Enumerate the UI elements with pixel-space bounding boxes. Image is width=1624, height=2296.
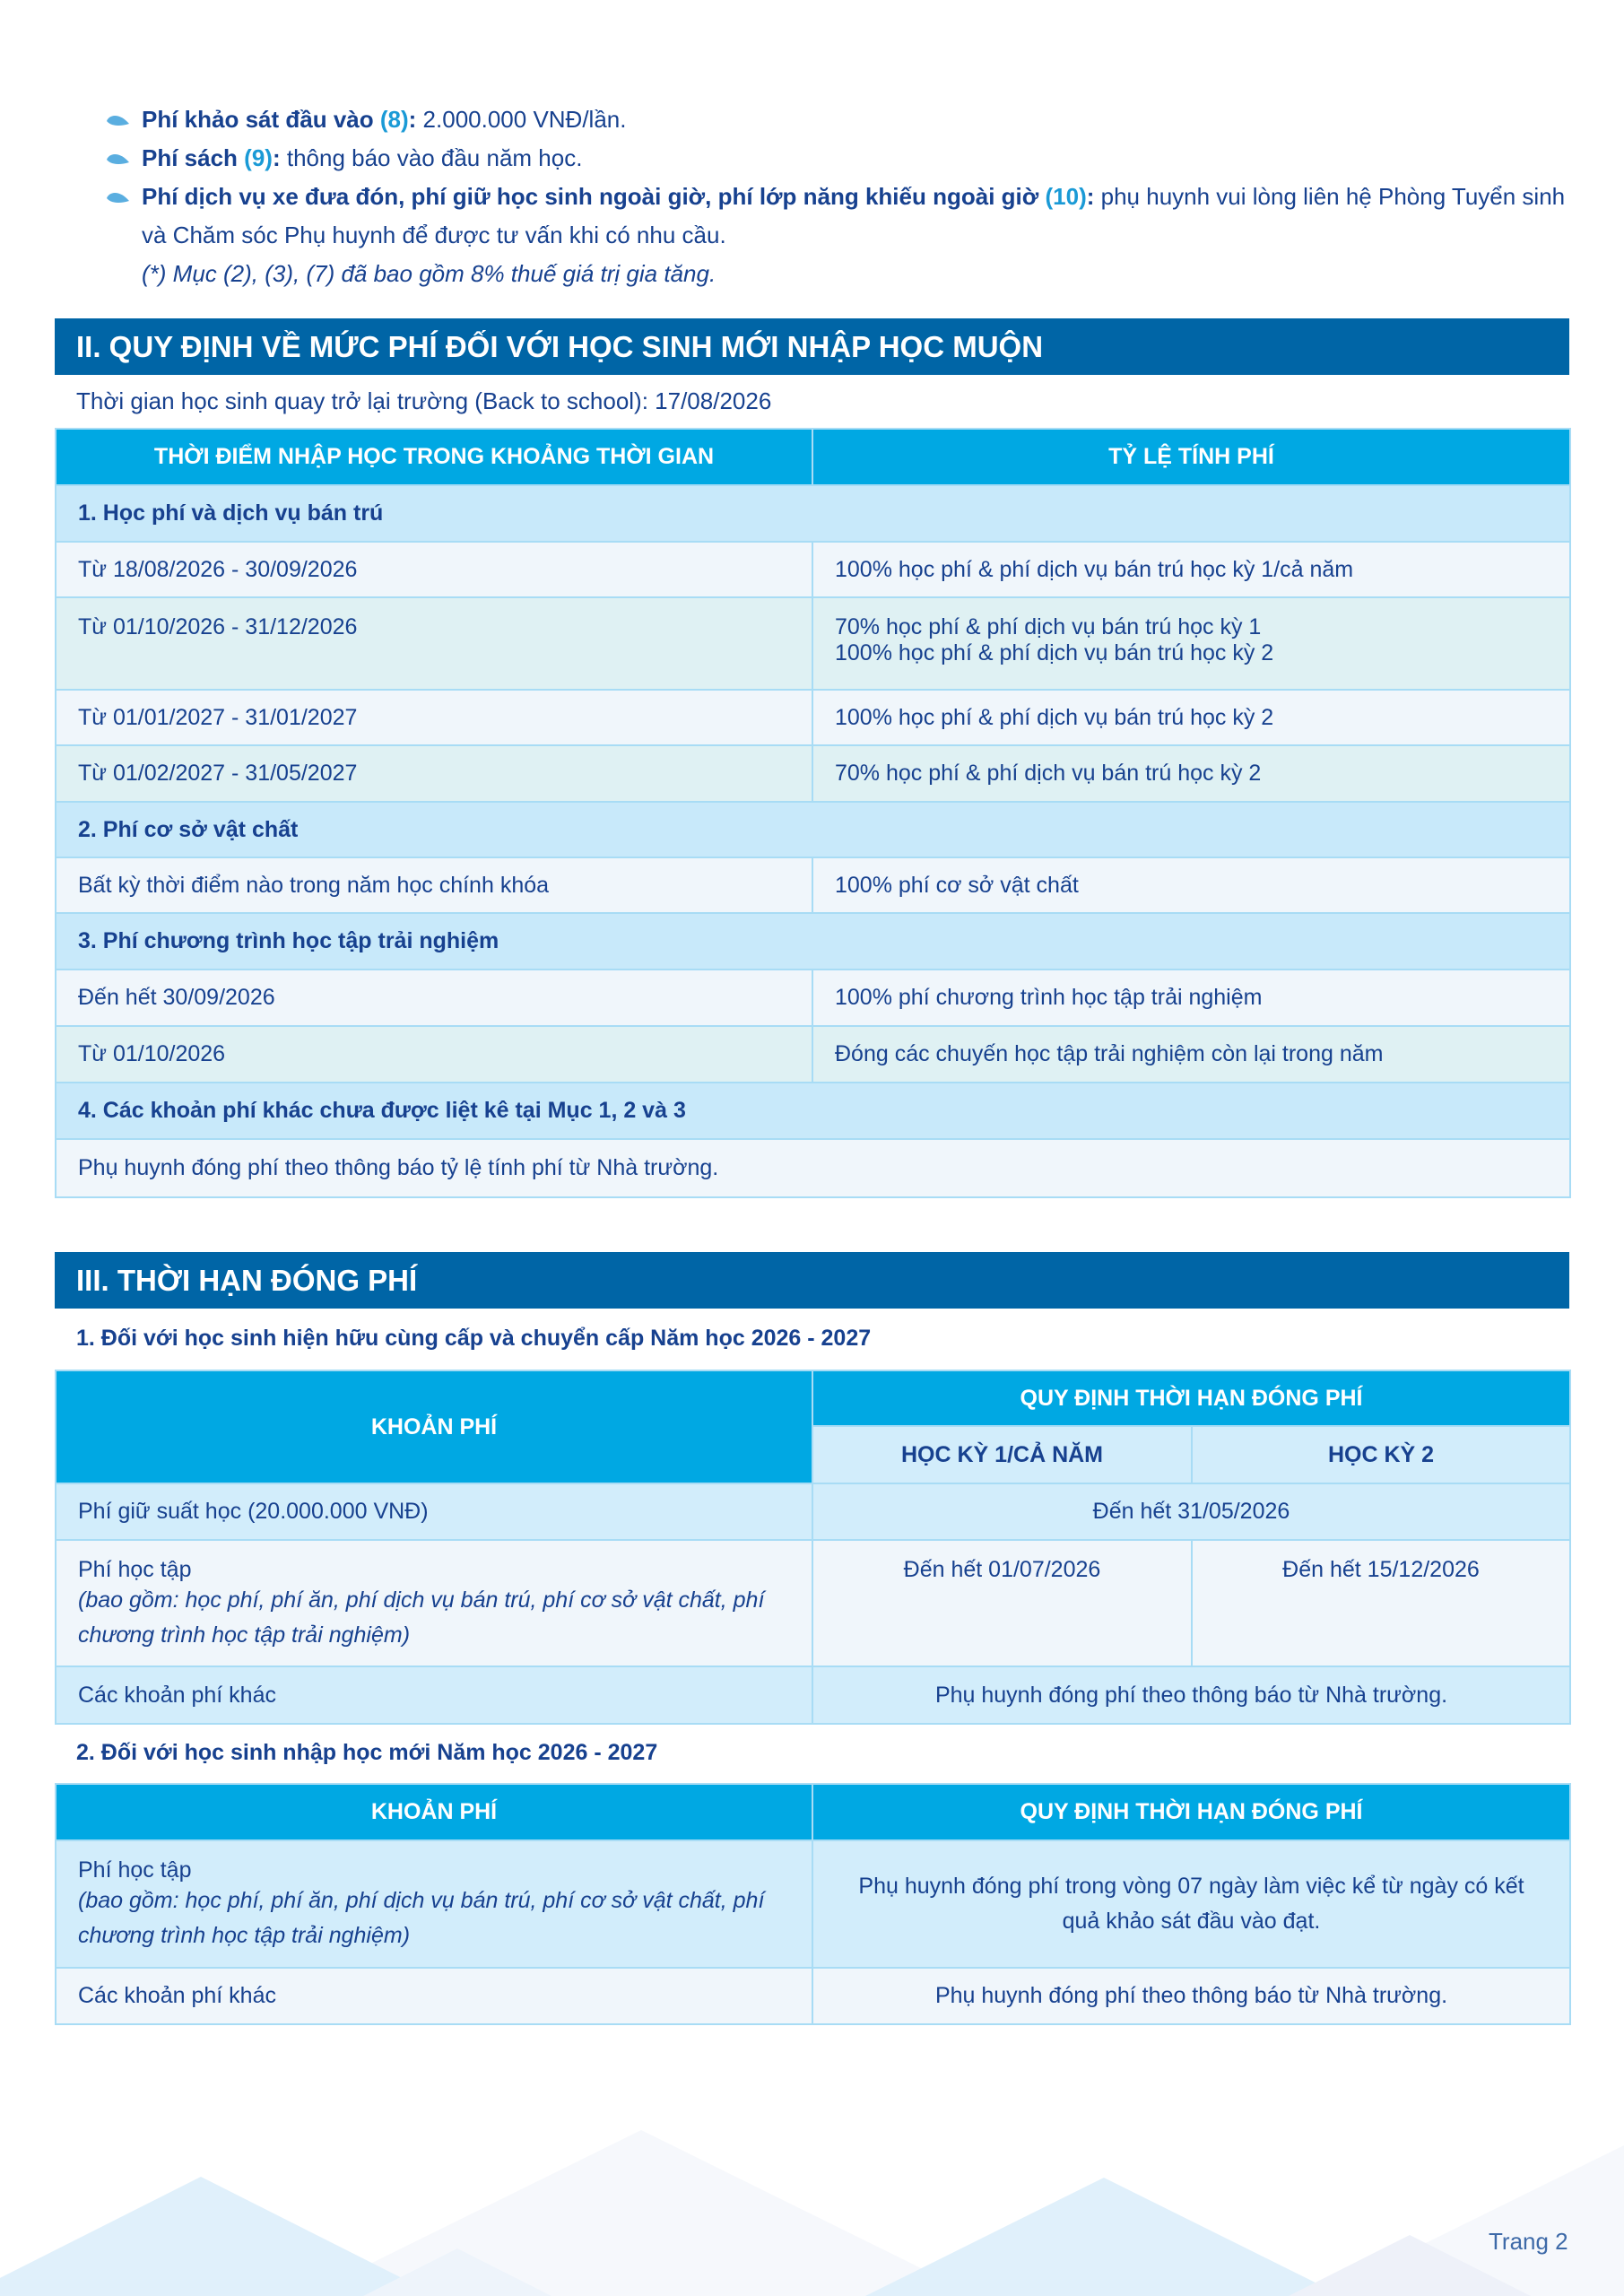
fee-detail: (bao gồm: học phí, phí ăn, phí dịch vụ bán trú, phí cơ sở vật chất, phí chương trình học tập trải nghiệm) xyxy=(78,1587,765,1648)
period-cell: Từ 18/08/2026 - 30/09/2026 xyxy=(56,542,812,597)
existing-students-subtitle: 1. Đối với học sinh hiện hữu cùng cấp và chuyển cấp Năm học 2026 - 2027 xyxy=(76,1326,872,1351)
existing-students-deadline-table xyxy=(55,1370,1571,1725)
section-3-title: III. THỜI HẠN ĐÓNG PHÍ xyxy=(55,1252,1569,1309)
deadline-cell: Đến hết 31/05/2026 xyxy=(812,1483,1570,1540)
leaf-bullet-icon xyxy=(106,190,130,204)
period-cell: Bất kỳ thời điểm nào trong năm học chính khóa xyxy=(56,857,812,913)
rate-cell: 100% học phí & phí dịch vụ bán trú học kỳ 1/cả năm xyxy=(812,542,1570,597)
new-students-deadline-table xyxy=(55,1783,1571,2025)
fee-cell: Các khoản phí khác xyxy=(56,1666,812,1724)
table-row xyxy=(56,1026,1570,1083)
leaf-bullet-icon xyxy=(106,152,130,165)
column-header-deadline: QUY ĐỊNH THỜI HẠN ĐÓNG PHÍ xyxy=(812,1370,1570,1426)
period-cell: Từ 01/10/2026 xyxy=(56,1026,812,1083)
vat-note: (*) Mục (2), (3), (7) đã bao gồm 8% thuế giá trị gia tăng. xyxy=(142,260,716,287)
table-row xyxy=(56,1483,1570,1540)
deadline-cell: Phụ huynh đóng phí theo thông báo từ Nhà trường. xyxy=(812,1968,1570,2024)
fee-name: Phí học tập xyxy=(78,1557,192,1582)
fee-ref: (9) xyxy=(244,144,273,171)
list-item: Phí dịch vụ xe đưa đón, phí giữ học sinh ngoài giờ, phí lớp năng khiếu ngoài giờ (10): phụ huynh vui lòng liên hệ Phòng Tuyển sinh và Chăm sóc Phụ huynh để được tư vấn khi có nhu cầu. xyxy=(106,178,1576,255)
fee-name: Phí học tập xyxy=(78,1857,192,1883)
category-title: 2. Phí cơ sở vật chất xyxy=(56,802,1570,857)
table-header-row xyxy=(56,1370,1570,1426)
fee-text: phụ huynh vui lòng liên hệ Phòng Tuyển sinh và Chăm sóc Phụ huynh để được tư vấn khi có nhu cầu. xyxy=(142,183,1566,248)
category-row xyxy=(56,485,1570,542)
new-students-subtitle: 2. Đối với học sinh nhập học mới Năm học 2026 - 2027 xyxy=(76,1740,658,1765)
rate-line: 70% học phí & phí dịch vụ bán trú học kỳ 1 xyxy=(835,614,1262,639)
table-row xyxy=(56,1139,1570,1197)
table-header-row xyxy=(56,1784,1570,1840)
rate-line: 100% học phí & phí dịch vụ bán trú học kỳ 2 xyxy=(835,640,1274,665)
table-row xyxy=(56,597,1570,690)
fee-label: Phí dịch vụ xe đưa đón, phí giữ học sinh ngoài giờ, phí lớp năng khiếu ngoài giờ xyxy=(142,183,1039,210)
table-header-row xyxy=(56,429,1570,485)
table-row xyxy=(56,1968,1570,2024)
fee-label: Phí khảo sát đầu vào xyxy=(142,106,374,133)
list-item: Phí khảo sát đầu vào (8): 2.000.000 VNĐ/lần. xyxy=(106,100,1576,139)
table-row xyxy=(56,1540,1570,1666)
fee-cell: Các khoản phí khác xyxy=(56,1968,812,2024)
list-item: Phí sách (9): thông báo vào đầu năm học. xyxy=(106,139,1576,178)
rate-cell: 70% học phí & phí dịch vụ bán trú học kỳ 2 xyxy=(812,745,1570,802)
column-header-period: THỜI ĐIỂM NHẬP HỌC TRONG KHOẢNG THỜI GIAN xyxy=(56,429,812,485)
table-row xyxy=(56,745,1570,802)
rate-cell: 100% phí chương trình học tập trải nghiệm xyxy=(812,970,1570,1026)
rate-cell xyxy=(812,597,1570,690)
table-row xyxy=(56,970,1570,1026)
period-cell: Đến hết 30/09/2026 xyxy=(56,970,812,1026)
table-row xyxy=(56,857,1570,913)
column-header-fee: KHOẢN PHÍ xyxy=(56,1784,812,1840)
period-cell: Từ 01/02/2027 - 31/05/2027 xyxy=(56,745,812,802)
back-to-school-date: Thời gian học sinh quay trở lại trường (Back to school): 17/08/2026 xyxy=(76,387,772,414)
category-title: 1. Học phí và dịch vụ bán trú xyxy=(56,485,1570,542)
table-row xyxy=(56,690,1570,745)
category-row xyxy=(56,913,1570,970)
rate-cell: 100% học phí & phí dịch vụ bán trú học kỳ 2 xyxy=(812,690,1570,745)
column-header-term2: HỌC KỲ 2 xyxy=(1192,1426,1570,1483)
page-number: Trang 2 xyxy=(1489,2228,1568,2255)
fee-ref: (8) xyxy=(379,106,409,133)
fee-cell xyxy=(56,1540,812,1666)
deadline-cell: Phụ huynh đóng phí trong vòng 07 ngày làm việc kể từ ngày có kết quả khảo sát đầu vào đạt. xyxy=(812,1840,1570,1968)
category-row xyxy=(56,802,1570,857)
fee-text: thông báo vào đầu năm học. xyxy=(280,144,583,171)
table-row xyxy=(56,1666,1570,1724)
period-cell: Từ 01/10/2026 - 31/12/2026 xyxy=(56,597,812,690)
column-header-term1: HỌC KỲ 1/CẢ NĂM xyxy=(812,1426,1192,1483)
term1-deadline-cell: Đến hết 01/07/2026 xyxy=(812,1540,1192,1666)
fee-cell: Phí giữ suất học (20.000.000 VNĐ) xyxy=(56,1483,812,1540)
deadline-cell: Phụ huynh đóng phí theo thông báo từ Nhà trường. xyxy=(812,1666,1570,1724)
late-enrollment-fee-table xyxy=(55,428,1571,1198)
category-title: 3. Phí chương trình học tập trải nghiệm xyxy=(56,913,1570,970)
fee-text: 2.000.000 VNĐ/lần. xyxy=(416,106,627,133)
section-2-title: II. QUY ĐỊNH VỀ MỨC PHÍ ĐỐI VỚI HỌC SINH MỚI NHẬP HỌC MUỘN xyxy=(55,318,1569,375)
fee-notes-list xyxy=(106,100,1576,293)
column-header-fee: KHOẢN PHÍ xyxy=(56,1370,812,1483)
rate-cell: Đóng các chuyến học tập trải nghiệm còn lại trong năm xyxy=(812,1026,1570,1083)
fee-cell xyxy=(56,1840,812,1968)
period-cell: Từ 01/01/2027 - 31/01/2027 xyxy=(56,690,812,745)
rate-cell: 100% phí cơ sở vật chất xyxy=(812,857,1570,913)
category-row xyxy=(56,1083,1570,1139)
fee-label: Phí sách xyxy=(142,144,238,171)
leaf-bullet-icon xyxy=(106,113,130,126)
table-row xyxy=(56,542,1570,597)
fee-detail: (bao gồm: học phí, phí ăn, phí dịch vụ bán trú, phí cơ sở vật chất, phí chương trình học tập trải nghiệm) xyxy=(78,1888,765,1948)
fee-ref: (10) xyxy=(1045,183,1087,210)
note-cell: Phụ huynh đóng phí theo thông báo tỷ lệ tính phí từ Nhà trường. xyxy=(56,1139,1570,1197)
table-row xyxy=(56,1840,1570,1968)
column-header-deadline: QUY ĐỊNH THỜI HẠN ĐÓNG PHÍ xyxy=(812,1784,1570,1840)
column-header-rate: TỶ LỆ TÍNH PHÍ xyxy=(812,429,1570,485)
term2-deadline-cell: Đến hết 15/12/2026 xyxy=(1192,1540,1570,1666)
category-title: 4. Các khoản phí khác chưa được liệt kê tại Mục 1, 2 và 3 xyxy=(56,1083,1570,1139)
